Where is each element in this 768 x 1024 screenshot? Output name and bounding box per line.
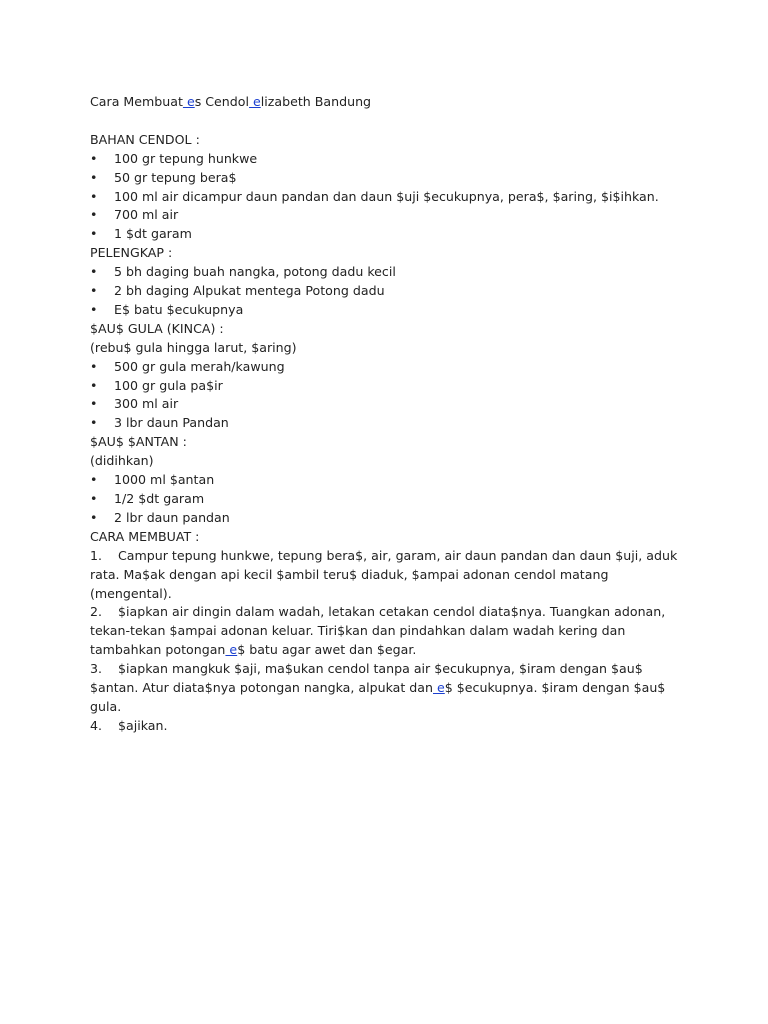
list-item: [90, 225, 680, 244]
section-heading-bahan: BAHAN CENDOL :: [90, 131, 200, 147]
step-4-line-1: [90, 717, 680, 736]
step-inline-link[interactable]: e: [225, 642, 238, 658]
title-text-1: Cara Membuat: [90, 94, 183, 109]
list-item: [90, 301, 680, 320]
list-item: [90, 490, 680, 509]
list-item-text: 5 bh daging buah nangka, potong dadu kecil: [114, 264, 396, 280]
list-item-text: 50 gr tepung bera$: [114, 169, 237, 185]
bullet-icon: •: [90, 377, 98, 393]
bullet-icon: •: [90, 509, 98, 525]
document-title: [90, 93, 680, 112]
step-inline-link[interactable]: e: [433, 680, 445, 696]
step-1-line-1: [90, 547, 680, 566]
step-text: $antan. Atur diata$nya potongan nangka, alpukat dan: [90, 680, 433, 696]
step-text: Campur tepung hunkwe, tepung bera$, air, garam, air daun pandan dan daun $uji, aduk: [118, 547, 678, 563]
title-text-3: lizabeth Bandung: [260, 94, 372, 109]
list-item: [90, 509, 680, 528]
section-heading-saus-santan: $AU$ $ANTAN :: [90, 434, 187, 450]
step-2-line-1: [90, 603, 680, 622]
step-number: 3.: [90, 661, 103, 677]
step-3-line-2: [90, 679, 680, 698]
list-item-text: 700 ml air: [114, 207, 179, 223]
list-item-text: 100 gr tepung hunkwe: [114, 150, 258, 166]
section-heading-saus-gula: $AU$ GULA (KINCA) :: [90, 320, 224, 336]
step-1-line-2: rata. Ma$ak dengan api kecil $ambil teru$ diaduk, $ampai adonan cendol matang: [90, 566, 609, 582]
list-item-text: 100 gr gula pa$ir: [114, 377, 223, 393]
bullet-icon: •: [90, 358, 98, 374]
section-heading-cara: CARA MEMBUAT :: [90, 528, 200, 544]
list-item-text: E$ batu $ecukupnya: [114, 301, 244, 317]
bullet-icon: •: [90, 415, 98, 431]
step-2-line-3: [90, 641, 680, 660]
step-text: $iapkan air dingin dalam wadah, letakan cetakan cendol diata$nya. Tuangkan adonan,: [118, 604, 666, 620]
step-number: 2.: [90, 604, 103, 620]
bullet-icon: •: [90, 207, 98, 223]
list-item-text: 1 $dt garam: [114, 226, 192, 242]
section-note-saus-santan: (didihkan): [90, 453, 154, 469]
section-heading-pelengkap: PELENGKAP :: [90, 245, 173, 261]
list-item: [90, 169, 680, 188]
list-item-text: 3 lbr daun Pandan: [114, 415, 229, 431]
title-link-1[interactable]: e: [182, 94, 195, 109]
list-item: [90, 395, 680, 414]
list-item-text: 1000 ml $antan: [114, 472, 215, 488]
step-text: tambahkan potongan: [90, 642, 226, 658]
list-item: [90, 282, 680, 301]
title-link-2[interactable]: e: [249, 94, 261, 109]
section-note-saus-gula: (rebu$ gula hingga larut, $aring): [90, 339, 297, 355]
recipe-document: [90, 93, 680, 736]
list-item-text: 2 bh daging Alpukat mentega Potong dadu: [114, 283, 385, 299]
list-item: [90, 263, 680, 282]
bullet-icon: •: [90, 491, 98, 507]
list-item-text: 1/2 $dt garam: [114, 491, 205, 507]
step-number: 1.: [90, 547, 103, 563]
step-3-line-3: gula.: [90, 698, 122, 714]
step-text: $ $ecukupnya. $iram dengan $au$: [444, 680, 666, 696]
bullet-icon: •: [90, 396, 98, 412]
spacer: [90, 112, 680, 131]
step-number: 4.: [90, 717, 103, 733]
list-item: [90, 471, 680, 490]
bullet-icon: •: [90, 283, 98, 299]
list-item: [90, 206, 680, 225]
step-3-line-1: [90, 660, 680, 679]
bullet-icon: •: [90, 472, 98, 488]
bullet-icon: •: [90, 188, 98, 204]
list-item-text: 500 gr gula merah/kawung: [114, 358, 285, 374]
step-text: $ batu agar awet dan $egar.: [237, 642, 417, 658]
bullet-icon: •: [90, 264, 98, 280]
list-item-text: 300 ml air: [114, 396, 179, 412]
title-text-2: s Cendol: [194, 94, 249, 109]
list-item: [90, 358, 680, 377]
bullet-icon: •: [90, 301, 98, 317]
list-item: [90, 414, 680, 433]
list-item-text: 2 lbr daun pandan: [114, 509, 230, 525]
list-item-text: 100 ml air dicampur daun pandan dan daun $uji $ecukupnya, pera$, $aring, $i$ihkan.: [114, 188, 659, 204]
step-text: $iapkan mangkuk $aji, ma$ukan cendol tanpa air $ecukupnya, $iram dengan $au$: [118, 661, 643, 677]
step-1-line-3: (mengental).: [90, 585, 172, 601]
bullet-icon: •: [90, 169, 98, 185]
bullet-icon: •: [90, 226, 98, 242]
list-item: [90, 188, 680, 207]
list-item: [90, 150, 680, 169]
step-2-line-2: tekan-tekan $ampai adonan keluar. Tiri$kan dan pindahkan dalam wadah kering dan: [90, 623, 626, 639]
bullet-icon: •: [90, 150, 98, 166]
list-item: [90, 377, 680, 396]
step-text: $ajikan.: [118, 717, 168, 733]
